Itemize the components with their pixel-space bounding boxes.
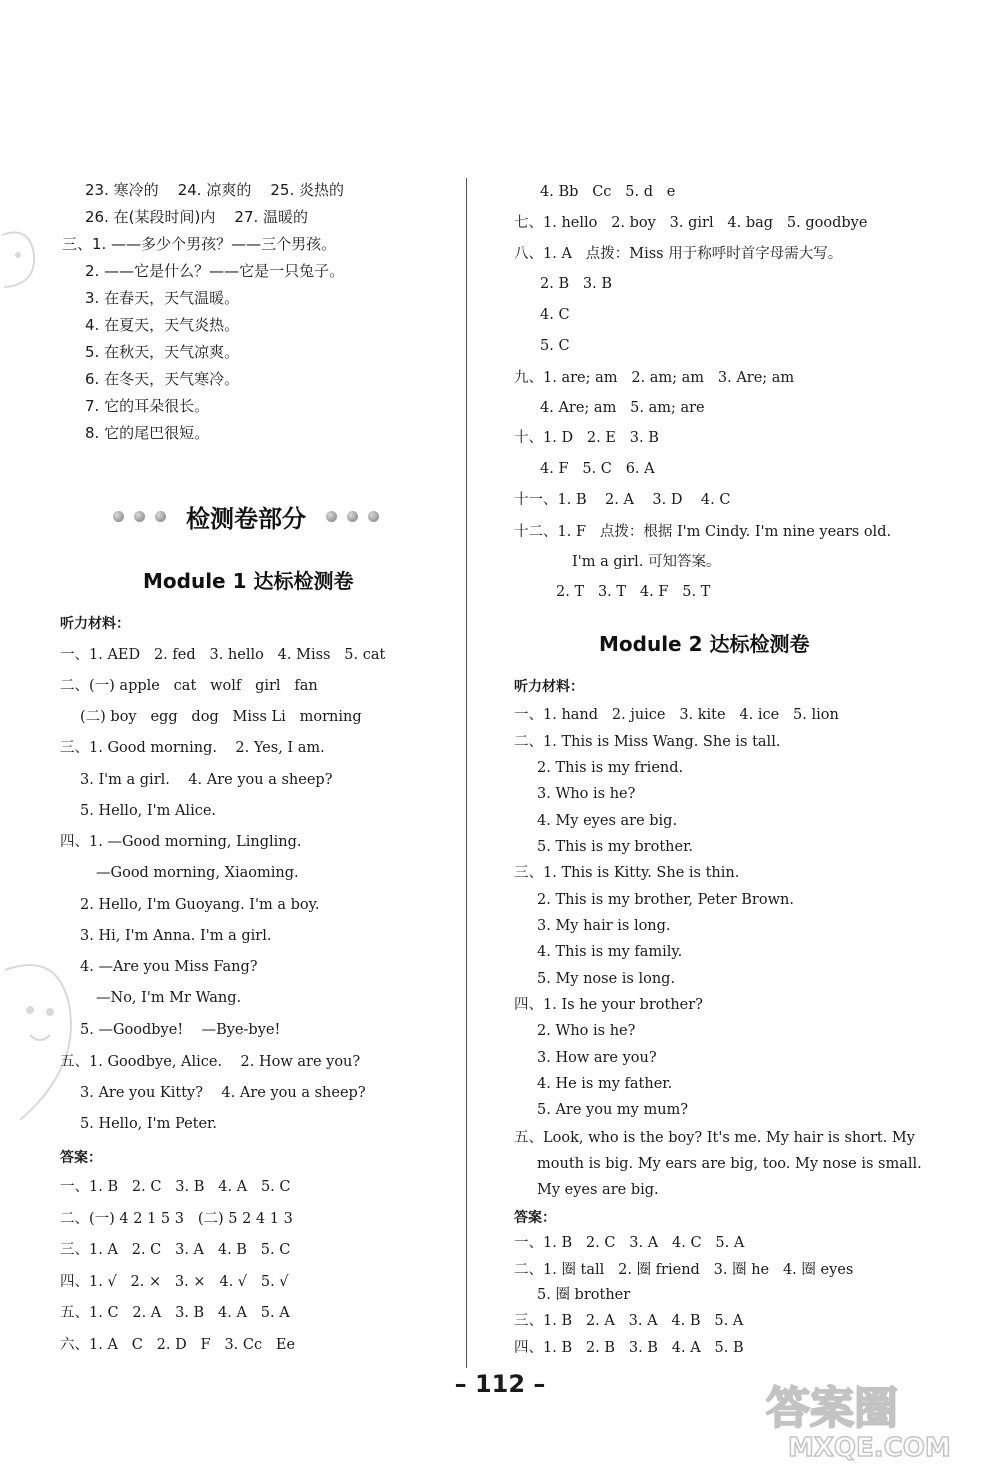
- answer-line: 一、1. B 2. C 3. B 4. A 5. C: [60, 1179, 291, 1195]
- answer-line: 5. C: [540, 338, 570, 354]
- answer-line: 十二、1. F 点拨：根据 I'm Cindy. I'm nine years old.: [514, 524, 892, 540]
- listening-line: 四、1. Is he your brother?: [514, 997, 703, 1013]
- answer-line: 2. B 3. B: [540, 276, 613, 292]
- listening-line: 5. Are you my mum?: [537, 1102, 689, 1118]
- listening-line: mouth is big. My ears are big, too. My nose is small.: [537, 1156, 922, 1172]
- answer-line: 4. F 5. C 6. A: [540, 461, 655, 477]
- module2-title: Module 2 达标检测卷: [599, 632, 810, 656]
- answer-line: 十一、1. B 2. A 3. D 4. C: [514, 492, 731, 508]
- answer-line: 三、1. A 2. C 3. A 4. B 5. C: [60, 1242, 291, 1258]
- vocab-line: 26. 在(某段时间)内 27. 温暖的: [85, 208, 309, 226]
- listening-line: 4. This is my family.: [537, 944, 683, 960]
- listening-line: (二) boy egg dog Miss Li morning: [80, 709, 362, 725]
- answer-line: 4. C: [540, 307, 570, 323]
- listening-line: 5. Hello, I'm Alice.: [80, 803, 217, 819]
- listening-line: 五、Look, who is the boy? It's me. My hair is short. My: [514, 1130, 915, 1146]
- listening-line: 二、1. This is Miss Wang. She is tall.: [514, 734, 781, 750]
- listening-line: 三、1. Good morning. 2. Yes, I am.: [60, 740, 325, 756]
- listening-line: 2. This is my friend.: [537, 760, 684, 776]
- answer-line: 二、(一) 4 2 1 5 3 (二) 5 2 4 1 3: [60, 1211, 293, 1227]
- answer-line: 7. 它的耳朵很长。: [85, 397, 210, 415]
- dot-icon: [113, 511, 124, 522]
- watermark-sub: MXQE.COM: [788, 1433, 951, 1463]
- answer-line: 十、1. D 2. E 3. B: [514, 430, 659, 446]
- listening-line: 五、1. Goodbye, Alice. 2. How are you?: [60, 1054, 361, 1070]
- listening-line: 二、(一) apple cat wolf girl fan: [60, 678, 318, 694]
- listening-line: 3. Hi, I'm Anna. I'm a girl.: [80, 928, 272, 944]
- cartoon-sketch-top: [0, 225, 40, 295]
- answer-line: 二、1. 圈 tall 2. 圈 friend 3. 圈 he 4. 圈 eyes: [514, 1262, 854, 1278]
- module1-title: Module 1 达标检测卷: [143, 569, 354, 593]
- listening-line: 4. My eyes are big.: [537, 813, 678, 829]
- listening-line: My eyes are big.: [537, 1182, 659, 1198]
- listening-line: 5. Hello, I'm Peter.: [80, 1116, 218, 1132]
- answer-line: 2. T 3. T 4. F 5. T: [556, 584, 711, 600]
- listening-line: 2. Hello, I'm Guoyang. I'm a boy.: [80, 897, 320, 913]
- answer-line: 六、1. A C 2. D F 3. Cc Ee: [60, 1337, 296, 1353]
- answer-line: 4. Are; am 5. am; are: [540, 400, 705, 416]
- listening-line: 3. My hair is long.: [537, 918, 671, 934]
- dot-icon: [134, 511, 145, 522]
- answer-line: 九、1. are; am 2. am; am 3. Are; am: [514, 370, 795, 386]
- listening-line: 三、1. This is Kitty. She is thin.: [514, 865, 740, 881]
- answers-heading: 答案：: [514, 1210, 556, 1226]
- answer-line: 七、1. hello 2. boy 3. girl 4. bag 5. goodbye: [514, 215, 868, 231]
- answer-line: 四、1. B 2. B 3. B 4. A 5. B: [514, 1340, 744, 1356]
- listening-line: 3. Are you Kitty? 4. Are you a sheep?: [80, 1085, 366, 1101]
- listening-line: 3. I'm a girl. 4. Are you a sheep?: [80, 772, 333, 788]
- answer-line: 三、1. B 2. A 3. A 4. B 5. A: [514, 1313, 744, 1329]
- answer-line: I'm a girl. 可知答案。: [572, 554, 721, 570]
- listening-line: 4. —Are you Miss Fang?: [80, 959, 258, 975]
- listening-line: 5. —Goodbye! —Bye-bye!: [80, 1022, 281, 1038]
- answer-line: 四、1. √ 2. × 3. × 4. √ 5. √: [60, 1274, 289, 1290]
- listening-line: 5. This is my brother.: [537, 839, 694, 855]
- dot-icon: [368, 511, 379, 522]
- listening-line: 3. How are you?: [537, 1050, 657, 1066]
- answer-line: 三、1. ——多少个男孩？——三个男孩。: [62, 235, 337, 253]
- listening-line: 2. This is my brother, Peter Brown.: [537, 892, 794, 908]
- answer-line: 3. 在春天，天气温暖。: [85, 289, 240, 307]
- answer-line: 5. 圈 brother: [537, 1287, 631, 1303]
- watermark-logo: [758, 1368, 988, 1463]
- answers-heading: 答案：: [60, 1150, 102, 1166]
- listening-heading: 听力材料：: [60, 616, 130, 632]
- answer-line: 五、1. C 2. A 3. B 4. A 5. A: [60, 1305, 290, 1321]
- answer-line: 2. ——它是什么？——它是一只兔子。: [85, 262, 345, 280]
- listening-line: 2. Who is he?: [537, 1023, 636, 1039]
- listening-line: 四、1. —Good morning, Lingling.: [60, 834, 302, 850]
- listening-line: —Good morning, Xiaoming.: [96, 865, 299, 881]
- answer-line: 八、1. A 点拨：Miss 用于称呼时首字母需大写。: [514, 246, 843, 262]
- listening-line: 一、1. hand 2. juice 3. kite 4. ice 5. lion: [514, 707, 839, 723]
- dot-icon: [155, 511, 166, 522]
- answer-line: 8. 它的尾巴很短。: [85, 424, 210, 442]
- banner-title: 检测卷部分: [186, 504, 306, 533]
- listening-line: 4. He is my father.: [537, 1076, 673, 1092]
- answer-line: 5. 在秋天，天气凉爽。: [85, 343, 240, 361]
- dot-icon: [347, 511, 358, 522]
- listening-line: 一、1. AED 2. fed 3. hello 4. Miss 5. cat: [60, 647, 386, 663]
- watermark-main: 答案圈: [766, 1383, 898, 1434]
- listening-line: 3. Who is he?: [537, 786, 636, 802]
- page-number: – 112 –: [454, 1370, 546, 1398]
- dot-icon: [326, 511, 337, 522]
- answer-line: 4. 在夏天，天气炎热。: [85, 316, 240, 334]
- answer-line: 一、1. B 2. C 3. A 4. C 5. A: [514, 1235, 745, 1251]
- listening-line: —No, I'm Mr Wang.: [96, 990, 242, 1006]
- listening-heading: 听力材料：: [514, 679, 584, 695]
- section-banner: [108, 496, 384, 536]
- column-divider: [466, 178, 467, 1368]
- cartoon-sketch-bottom: [0, 950, 80, 1130]
- answer-line: 4. Bb Cc 5. d e: [540, 184, 676, 200]
- vocab-line: 23. 寒冷的 24. 凉爽的 25. 炎热的: [85, 181, 345, 199]
- answer-line: 6. 在冬天，天气寒冷。: [85, 370, 240, 388]
- listening-line: 5. My nose is long.: [537, 971, 676, 987]
